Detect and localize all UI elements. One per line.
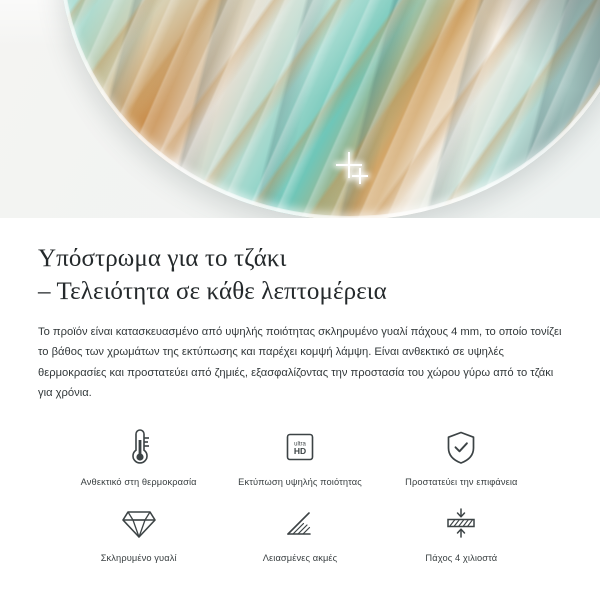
feature-item-print-quality: [219, 426, 380, 488]
hero-image: [0, 0, 600, 218]
thickness-icon: [441, 502, 481, 546]
feature-item-surface-protection: [381, 426, 542, 488]
glass-plate-graphic: [60, 0, 600, 218]
description-paragraph: Το προϊόν είναι κατασκευασμένο από υψηλής ποιότητας σκληρυμένο γυαλί πάχους 4 mm, το οποίο τονίζει το βάθος των χρωμάτων της εκτύπωσης και παρέχει κομψή λάμψη. Είναι ανθεκτικό σε υψηλές θερμοκρασίες και προστατεύει από ζημιές, εξασφαλίζοντας την προστασία του χώρου γύρω από το τζάκι για χρόνια.: [38, 326, 562, 400]
feature-item-temperature: [58, 426, 219, 488]
feature-label: Εκτύπωση υψηλής ποιότητας: [238, 476, 362, 487]
feature-item-thickness: [381, 502, 542, 564]
svg-text:HD: HD: [293, 445, 307, 456]
page-title: [38, 242, 562, 308]
feature-grid: [38, 426, 562, 564]
feature-label: Πάχος 4 χιλιοστά: [425, 552, 498, 563]
thermometer-icon: [122, 426, 156, 470]
feature-label: Λειασμένες ακμές: [262, 552, 338, 563]
ultra-hd-icon: [281, 426, 319, 470]
svg-text:ultra: ultra: [294, 441, 306, 447]
feature-label: Προστατεύει την επιφάνεια: [405, 476, 518, 487]
feature-item-tempered-glass: [58, 502, 219, 564]
title-line-2: – Τελειότητα σε κάθε λεπτομέρεια: [38, 278, 387, 305]
feature-item-polished-edges: [219, 502, 380, 564]
feature-label: Σκληρυμένο γυαλί: [100, 552, 177, 563]
feature-label: Ανθεκτικό στη θερμοκρασία: [80, 476, 197, 487]
title-line-1: Υπόστρωμα για το τζάκι: [38, 245, 287, 272]
diamond-icon: [120, 502, 158, 546]
content-block: [0, 218, 600, 564]
shield-check-icon: [444, 426, 478, 470]
polished-edges-icon: [282, 502, 318, 546]
